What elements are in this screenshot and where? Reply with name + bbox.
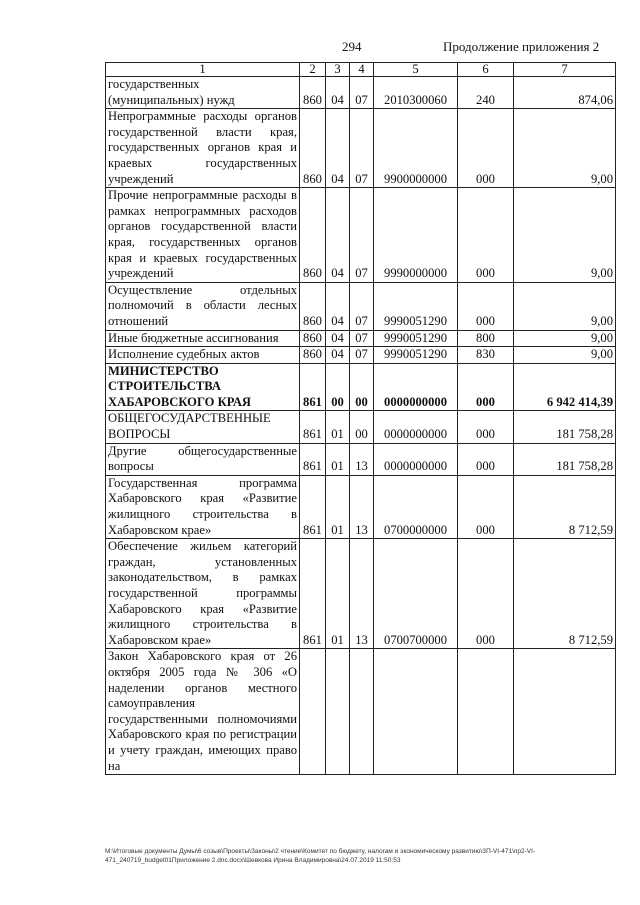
row-expense-type: 830 <box>458 347 514 364</box>
page-number: 294 <box>342 39 362 54</box>
row-ministry-code <box>300 649 326 775</box>
row-subsection: 07 <box>350 330 374 347</box>
row-name: Прочие непрограммные расходы в рамках непрограммных расходов органов государственной власти края, государственных органов края и краевых государственных учреждений <box>106 188 300 283</box>
row-name: МИНИСТЕРСТВО СТРОИТЕЛЬСТВА ХАБАРОВСКОГО КРАЯ <box>106 363 300 411</box>
row-amount: 181 758,28 <box>514 443 616 475</box>
row-target-item: 9990051290 <box>374 330 458 347</box>
row-ministry-code: 860 <box>300 282 326 330</box>
row-subsection: 13 <box>350 539 374 649</box>
row-name: Непрограммные расходы органов государственной власти края, государственных органов края и краевых государственных учреждений <box>106 109 300 188</box>
row-target-item: 9900000000 <box>374 109 458 188</box>
row-expense-type: 240 <box>458 77 514 109</box>
row-section <box>326 649 350 775</box>
row-amount: 8 712,59 <box>514 539 616 649</box>
table-row <box>106 188 616 283</box>
table-row <box>106 475 616 538</box>
row-expense-type <box>458 649 514 775</box>
row-expense-type: 000 <box>458 539 514 649</box>
col-header-6: 6 <box>458 63 514 77</box>
row-amount: 8 712,59 <box>514 475 616 538</box>
row-name: государственных (муниципальных) нужд <box>106 77 300 109</box>
row-ministry-code: 861 <box>300 539 326 649</box>
row-target-item: 0000000000 <box>374 411 458 443</box>
row-subsection: 07 <box>350 109 374 188</box>
table-header-row <box>106 63 616 77</box>
table-row <box>106 77 616 109</box>
document-path-footer: М:\Итоговые документы Думы\6 созыв\Проекты\Законы\2 чтение\Комитет по бюджету, налогам и экономическому развитию\ЗП-VI-471\пр2-VI-471_240719_budget01Приложение 2.dnc.docx\Шевкова Ирина Владимировна\24.07.2019 11:50:53 <box>105 848 536 864</box>
col-header-1: 1 <box>106 63 300 77</box>
row-expense-type: 000 <box>458 109 514 188</box>
col-header-3: 3 <box>326 63 350 77</box>
row-ministry-code: 861 <box>300 363 326 411</box>
row-section: 04 <box>326 109 350 188</box>
table-row <box>106 649 616 775</box>
row-target-item: 0000000000 <box>374 363 458 411</box>
row-target-item: 0000000000 <box>374 443 458 475</box>
row-section: 01 <box>326 411 350 443</box>
row-amount: 9,00 <box>514 282 616 330</box>
row-amount: 9,00 <box>514 347 616 364</box>
row-target-item: 9990000000 <box>374 188 458 283</box>
row-target-item: 9990051290 <box>374 347 458 364</box>
row-name: Иные бюджетные ассигнования <box>106 330 300 347</box>
row-target-item: 0700000000 <box>374 475 458 538</box>
row-ministry-code: 860 <box>300 188 326 283</box>
row-expense-type: 800 <box>458 330 514 347</box>
row-subsection: 13 <box>350 475 374 538</box>
row-section: 04 <box>326 282 350 330</box>
row-amount: 9,00 <box>514 330 616 347</box>
row-ministry-code: 861 <box>300 475 326 538</box>
row-expense-type: 000 <box>458 188 514 283</box>
row-subsection: 07 <box>350 347 374 364</box>
row-section: 04 <box>326 77 350 109</box>
row-name: Осуществление отдельных полномочий в области лесных отношений <box>106 282 300 330</box>
row-ministry-code: 860 <box>300 330 326 347</box>
row-amount: 874,06 <box>514 77 616 109</box>
row-ministry-code: 860 <box>300 347 326 364</box>
row-subsection: 07 <box>350 188 374 283</box>
table-row <box>106 539 616 649</box>
col-header-7: 7 <box>514 63 616 77</box>
col-header-4: 4 <box>350 63 374 77</box>
row-ministry-code: 861 <box>300 411 326 443</box>
table-row <box>106 330 616 347</box>
col-header-2: 2 <box>300 63 326 77</box>
row-subsection: 07 <box>350 282 374 330</box>
row-subsection <box>350 649 374 775</box>
row-ministry-code: 861 <box>300 443 326 475</box>
row-name: Обеспечение жильем категорий граждан, установленных законодательством, в рамках государственной программы Хабаровского края «Развитие жилищного строительства в Хабаровском крае» <box>106 539 300 649</box>
row-section: 00 <box>326 363 350 411</box>
row-section: 04 <box>326 330 350 347</box>
row-name: Государственная программа Хабаровского края «Развитие жилищного строительства в Хабаровском крае» <box>106 475 300 538</box>
row-amount <box>514 649 616 775</box>
budget-table <box>105 62 616 775</box>
row-subsection: 13 <box>350 443 374 475</box>
row-target-item <box>374 649 458 775</box>
row-name: Другие общегосударственные вопросы <box>106 443 300 475</box>
row-section: 04 <box>326 347 350 364</box>
row-section: 01 <box>326 539 350 649</box>
row-expense-type: 000 <box>458 475 514 538</box>
row-amount: 181 758,28 <box>514 411 616 443</box>
row-name: ОБЩЕГОСУДАРСТВЕННЫЕ ВОПРОСЫ <box>106 411 300 443</box>
table-row <box>106 443 616 475</box>
row-section: 01 <box>326 475 350 538</box>
row-expense-type: 000 <box>458 363 514 411</box>
row-section: 01 <box>326 443 350 475</box>
row-expense-type: 000 <box>458 443 514 475</box>
table-row <box>106 282 616 330</box>
row-ministry-code: 860 <box>300 109 326 188</box>
row-subsection: 07 <box>350 77 374 109</box>
table-row <box>106 411 616 443</box>
row-subsection: 00 <box>350 363 374 411</box>
col-header-5: 5 <box>374 63 458 77</box>
row-subsection: 00 <box>350 411 374 443</box>
row-target-item: 0700700000 <box>374 539 458 649</box>
table-row-ministry <box>106 363 616 411</box>
row-name: Закон Хабаровского края от 26 октября 2005 года № 306 «О наделении органов местного самоуправления государственными полномочиями Хабаровского края по регистрации и учету граждан, имеющих право на <box>106 649 300 775</box>
row-expense-type: 000 <box>458 282 514 330</box>
table-row <box>106 347 616 364</box>
row-amount: 9,00 <box>514 188 616 283</box>
table-row <box>106 109 616 188</box>
row-target-item: 2010300060 <box>374 77 458 109</box>
row-amount: 9,00 <box>514 109 616 188</box>
row-expense-type: 000 <box>458 411 514 443</box>
row-name: Исполнение судебных актов <box>106 347 300 364</box>
continuation-label: Продолжение приложения 2 <box>443 39 600 54</box>
row-amount: 6 942 414,39 <box>514 363 616 411</box>
row-section: 04 <box>326 188 350 283</box>
row-ministry-code: 860 <box>300 77 326 109</box>
row-target-item: 9990051290 <box>374 282 458 330</box>
